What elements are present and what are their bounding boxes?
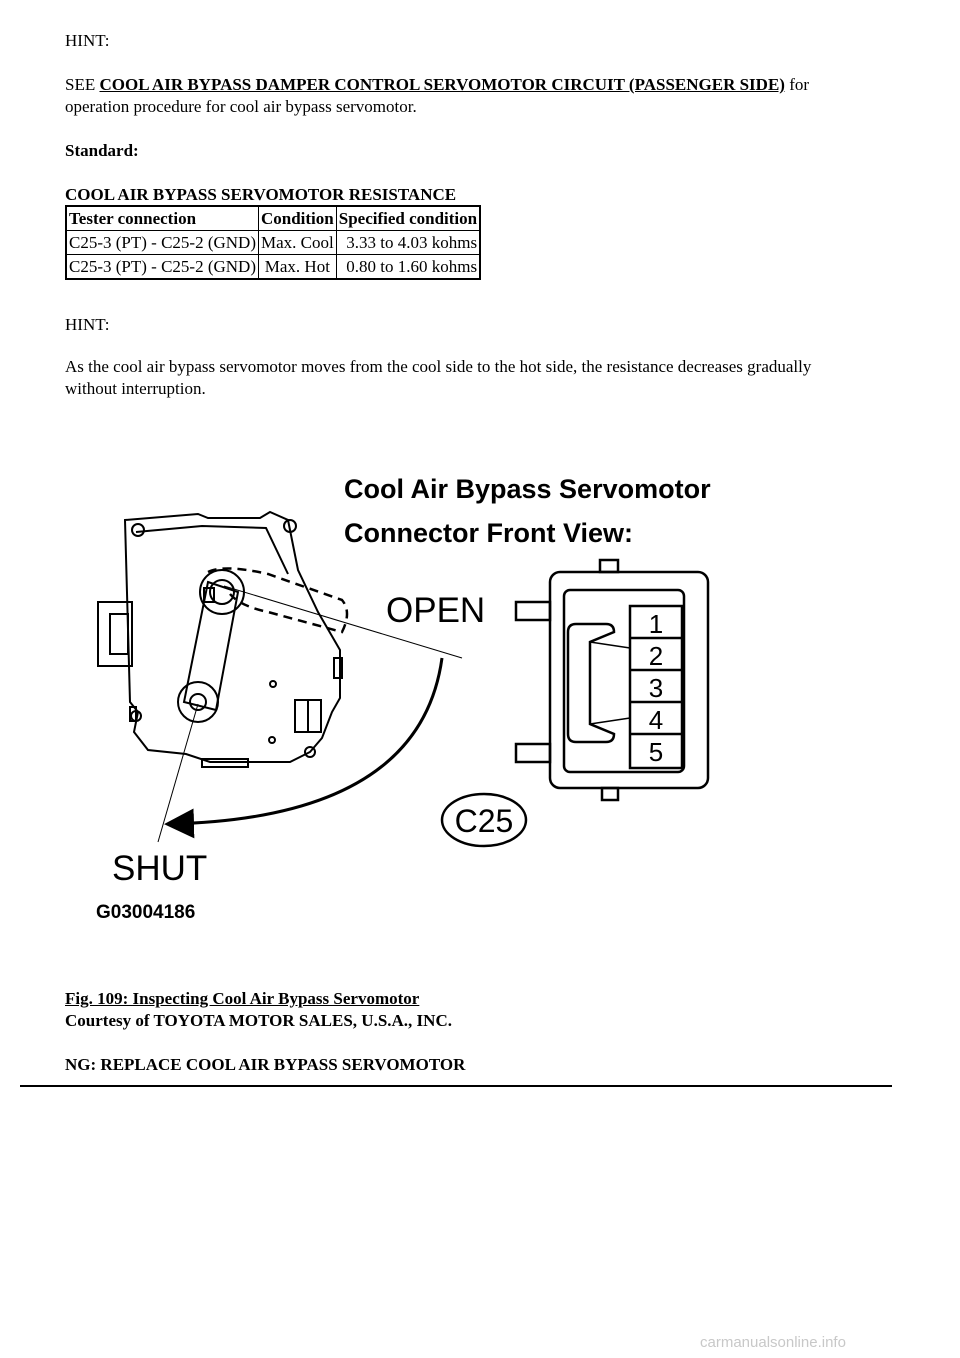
shut-reference-line — [158, 704, 198, 842]
hint-label-2: HINT: — [65, 315, 110, 334]
connector-pin-3: 3 — [648, 673, 664, 703]
cell-specified: 3.33 to 4.03 kohms — [336, 231, 480, 255]
connector-pin-2: 2 — [648, 641, 664, 671]
see-prefix: SEE — [65, 75, 96, 94]
bottom-divider — [20, 1085, 892, 1087]
ng-instruction: NG: REPLACE COOL AIR BYPASS SERVOMOTOR — [65, 1055, 466, 1074]
cell-connection: C25-3 (PT) - C25-2 (GND) — [66, 231, 258, 255]
cell-connection: C25-3 (PT) - C25-2 (GND) — [66, 255, 258, 280]
hint-text: As the cool air bypass servomotor moves from the cool side to the hot side, the resistance decreases gradually without interruption. — [65, 357, 812, 398]
header-condition: Condition — [258, 206, 336, 231]
connector-pin-4: 4 — [648, 705, 664, 735]
resistance-table — [65, 205, 481, 280]
connector-pin-1: 1 — [648, 609, 664, 639]
figure-title-line1: Cool Air Bypass Servomotor — [344, 474, 711, 504]
cell-condition: Max. Cool — [258, 231, 336, 255]
header-specified-condition: Specified condition — [336, 206, 480, 231]
connector-drawing — [516, 560, 708, 800]
table-header-row — [66, 206, 480, 231]
header-tester-connection: Tester connection — [66, 206, 258, 231]
standard-label: Standard: — [65, 141, 139, 160]
servomotor-drawing — [98, 512, 342, 767]
table-title: COOL AIR BYPASS SERVOMOTOR RESISTANCE — [65, 185, 457, 204]
connector-pin-5: 5 — [648, 737, 664, 767]
watermark: carmanualsonline.info — [700, 1334, 846, 1351]
open-position-outline — [208, 568, 347, 632]
figure-title-line2: Connector Front View: — [344, 518, 634, 548]
hint-label: HINT: — [65, 31, 110, 50]
servomotor-circuit-link[interactable]: COOL AIR BYPASS DAMPER CONTROL SERVOMOTOR CIRCUIT (PASSENGER SIDE) — [99, 75, 785, 94]
courtesy-line: Courtesy of TOYOTA MOTOR SALES, U.S.A., INC. — [65, 1011, 452, 1030]
table-row — [66, 231, 480, 255]
figure-code: G03004186 — [96, 902, 196, 923]
see-suffix: for operation procedure for cool air bypass servomotor. — [65, 75, 810, 116]
see-paragraph — [65, 74, 865, 118]
cell-specified: 0.80 to 1.60 kohms — [336, 255, 480, 280]
table-row — [66, 255, 480, 280]
open-label: OPEN — [386, 591, 486, 630]
rotation-arrow — [170, 658, 442, 824]
cell-condition: Max. Hot — [258, 255, 336, 280]
figure-caption: Fig. 109: Inspecting Cool Air Bypass Servomotor — [65, 989, 420, 1008]
connector-id: C25 — [454, 803, 514, 839]
shut-label: SHUT — [112, 849, 208, 888]
servomotor-figure — [90, 462, 730, 932]
